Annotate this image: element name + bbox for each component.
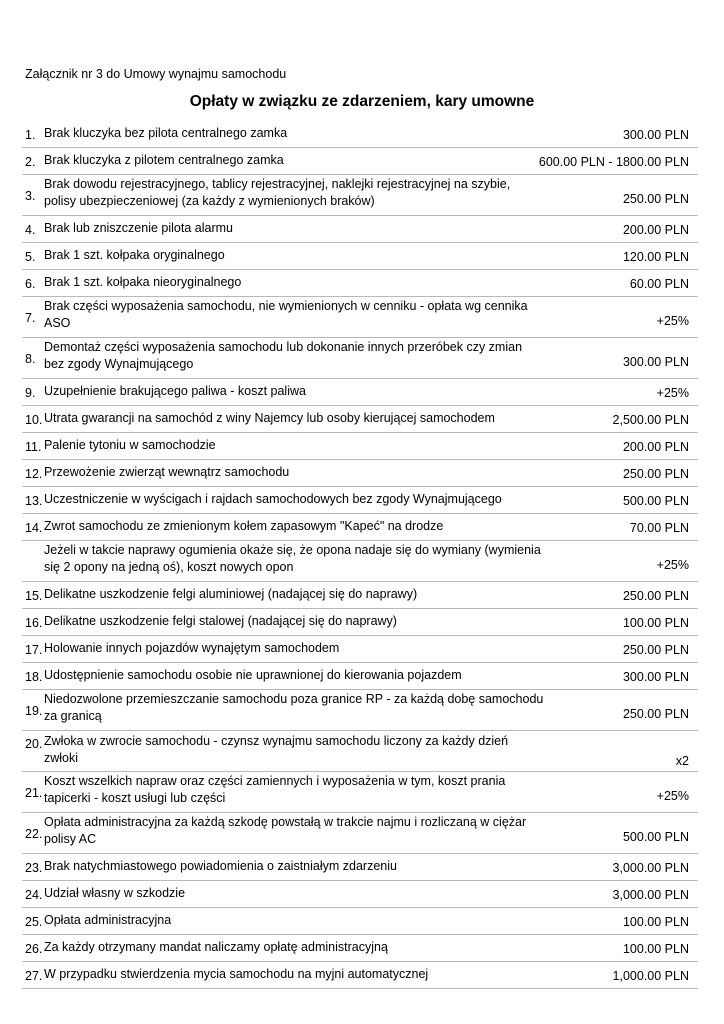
row-description: Utrata gwarancji na samochód z winy Najemcy lub osoby kierującej samochodem [44, 411, 495, 425]
table-row [22, 216, 698, 243]
row-description: Uczestniczenie w wyścigach i rajdach samochodowych bez zgody Wynajmującego [44, 492, 502, 506]
row-number: 3. [25, 189, 36, 203]
row-price: 300.00 PLN [622, 355, 689, 369]
row-price: 1,000.00 PLN [612, 969, 689, 983]
row-description: Niedozwolone przemieszczanie samochodu poza granice RP - za każdą dobę samochodu za granicą [44, 692, 544, 723]
row-price: 250.00 PLN [622, 589, 689, 603]
table-row [22, 772, 698, 813]
row-number: 13. [25, 494, 43, 508]
row-number: 11. [25, 440, 42, 454]
row-description: Brak części wyposażenia samochodu, nie wymienionych w cenniku - opłata wg cennika ASO [44, 299, 528, 330]
row-price: 250.00 PLN [622, 643, 689, 657]
row-description: Delikatne uszkodzenie felgi stalowej (nadającej się do naprawy) [44, 614, 397, 628]
row-number: 22. [25, 827, 43, 841]
row-number: 6. [25, 277, 36, 291]
row-price: 250.00 PLN [622, 192, 689, 206]
row-number: 16. [25, 616, 43, 630]
document-title: Opłaty w związku ze zdarzeniem, kary umowne [189, 93, 535, 110]
table-row [22, 148, 698, 175]
row-description: Brak natychmiastowego powiadomienia o zaistniałym zdarzeniu [44, 859, 397, 873]
row-price: +25% [656, 386, 689, 400]
row-price: +25% [656, 314, 689, 328]
table-row [22, 379, 698, 406]
table-row [22, 908, 698, 935]
row-description: Udostępnienie samochodu osobie nie uprawnionej do kierowania pojazdem [44, 668, 462, 682]
row-number: 14. [25, 521, 43, 535]
table-row [22, 514, 698, 541]
table-row [22, 270, 698, 297]
row-price: 60.00 PLN [629, 277, 689, 291]
table-row [22, 541, 698, 582]
table-row [22, 338, 698, 379]
row-description: Holowanie innych pojazdów wynajętym samochodem [44, 641, 340, 655]
row-price: 100.00 PLN [622, 915, 689, 929]
row-description: Zwrot samochodu ze zmienionym kołem zapasowym "Kapeć" na drodze [44, 519, 444, 533]
table-row [22, 935, 698, 962]
row-description: Palenie tytoniu w samochodzie [44, 438, 216, 452]
row-price: x2 [675, 754, 689, 768]
row-number: 15. [25, 589, 43, 603]
row-description: Jeżeli w takcie naprawy ogumienia okaże się, że opona nadaje się do wymiany (wymienia się 2 opony na jedną oś), koszt nowych opon [44, 543, 541, 574]
document-subtitle: Załącznik nr 3 do Umowy wynajmu samochodu [25, 67, 287, 81]
row-number: 7. [25, 311, 36, 325]
row-number: 23. [25, 861, 43, 875]
row-number: 27. [25, 969, 43, 983]
row-description: Brak kluczyka z pilotem centralnego zamka [44, 153, 284, 167]
row-number: 26. [25, 942, 43, 956]
row-price: 200.00 PLN [622, 223, 689, 237]
row-price: +25% [656, 789, 689, 803]
row-price: 500.00 PLN [622, 494, 689, 508]
row-number: 4. [25, 223, 36, 237]
row-description: Koszt wszelkich napraw oraz części zamiennych i wyposażenia w tym, koszt prania tapicerki - koszt usługi lub części [44, 774, 506, 805]
row-number: 8. [25, 352, 36, 366]
table-row [22, 854, 698, 881]
row-number: 25. [25, 915, 43, 929]
row-number: 10. [25, 413, 43, 427]
row-price: 120.00 PLN [622, 250, 689, 264]
row-price: 250.00 PLN [622, 707, 689, 721]
table-row [22, 121, 698, 148]
row-price: +25% [656, 558, 689, 572]
row-price: 600.00 PLN - 1800.00 PLN [538, 155, 689, 169]
row-price: 3,000.00 PLN [612, 861, 689, 875]
table-row [22, 690, 698, 731]
row-number: 12. [25, 467, 43, 481]
row-description: Opłata administracyjna za każdą szkodę powstałą w trakcie najmu i rozliczaną w ciężar polisy AC [44, 815, 527, 846]
row-price: 3,000.00 PLN [612, 888, 689, 902]
table-row [22, 663, 698, 690]
table-row [22, 460, 698, 487]
table-row [22, 487, 698, 514]
row-number: 19. [25, 704, 43, 718]
table-row [22, 406, 698, 433]
row-number: 1. [25, 128, 36, 142]
row-description: Udział własny w szkodzie [44, 886, 186, 900]
row-description: Demontaż części wyposażenia samochodu lub dokonanie innych przeróbek czy zmian bez zgody Wynajmującego [44, 340, 523, 371]
row-number: 18. [25, 670, 43, 684]
row-description: Brak kluczyka bez pilota centralnego zamka [44, 126, 288, 140]
table-row [22, 731, 698, 772]
row-price: 500.00 PLN [622, 830, 689, 844]
row-description: W przypadku stwierdzenia mycia samochodu na myjni automatycznej [44, 967, 429, 981]
row-number: 24. [25, 888, 43, 902]
row-price: 250.00 PLN [622, 467, 689, 481]
row-description: Opłata administracyjna [44, 913, 172, 927]
table-row [22, 609, 698, 636]
row-price: 100.00 PLN [622, 942, 689, 956]
table-row [22, 813, 698, 854]
row-price: 200.00 PLN [622, 440, 689, 454]
row-number: 17. [25, 643, 43, 657]
row-number: 2. [25, 155, 36, 169]
row-number: 5. [25, 250, 36, 264]
row-description: Za każdy otrzymany mandat naliczamy opłatę administracyjną [44, 940, 388, 954]
row-description: Uzupełnienie brakującego paliwa - koszt paliwa [44, 384, 306, 398]
row-number: 9. [25, 386, 36, 400]
table-row [22, 962, 698, 989]
table-row [22, 175, 698, 216]
row-price: 2,500.00 PLN [612, 413, 689, 427]
table-row [22, 582, 698, 609]
row-number: 20. [25, 737, 43, 751]
row-price: 100.00 PLN [622, 616, 689, 630]
table-row [22, 636, 698, 663]
row-number: 21. [25, 786, 43, 800]
row-description: Przewożenie zwierząt wewnątrz samochodu [44, 465, 290, 479]
fees-table [22, 121, 698, 989]
row-description: Zwłoka w zwrocie samochodu - czynsz wynajmu samochodu liczony za każdy dzień zwłoki [44, 734, 509, 765]
row-description: Brak dowodu rejestracyjnego, tablicy rejestracyjnej, naklejki rejestracyjnej na szybie, polisy ubezpieczeniowej (za każdy z wymienionych braków) [44, 177, 511, 208]
table-row [22, 881, 698, 908]
row-description: Brak lub zniszczenie pilota alarmu [44, 221, 233, 235]
table-row [22, 297, 698, 338]
table-row [22, 433, 698, 460]
row-description: Brak 1 szt. kołpaka oryginalnego [44, 248, 225, 262]
row-price: 70.00 PLN [629, 521, 689, 535]
row-description: Brak 1 szt. kołpaka nieoryginalnego [44, 275, 242, 289]
table-row [22, 243, 698, 270]
row-description: Delikatne uszkodzenie felgi aluminiowej (nadającej się do naprawy) [44, 587, 418, 601]
row-price: 300.00 PLN [622, 670, 689, 684]
row-price: 300.00 PLN [622, 128, 689, 142]
